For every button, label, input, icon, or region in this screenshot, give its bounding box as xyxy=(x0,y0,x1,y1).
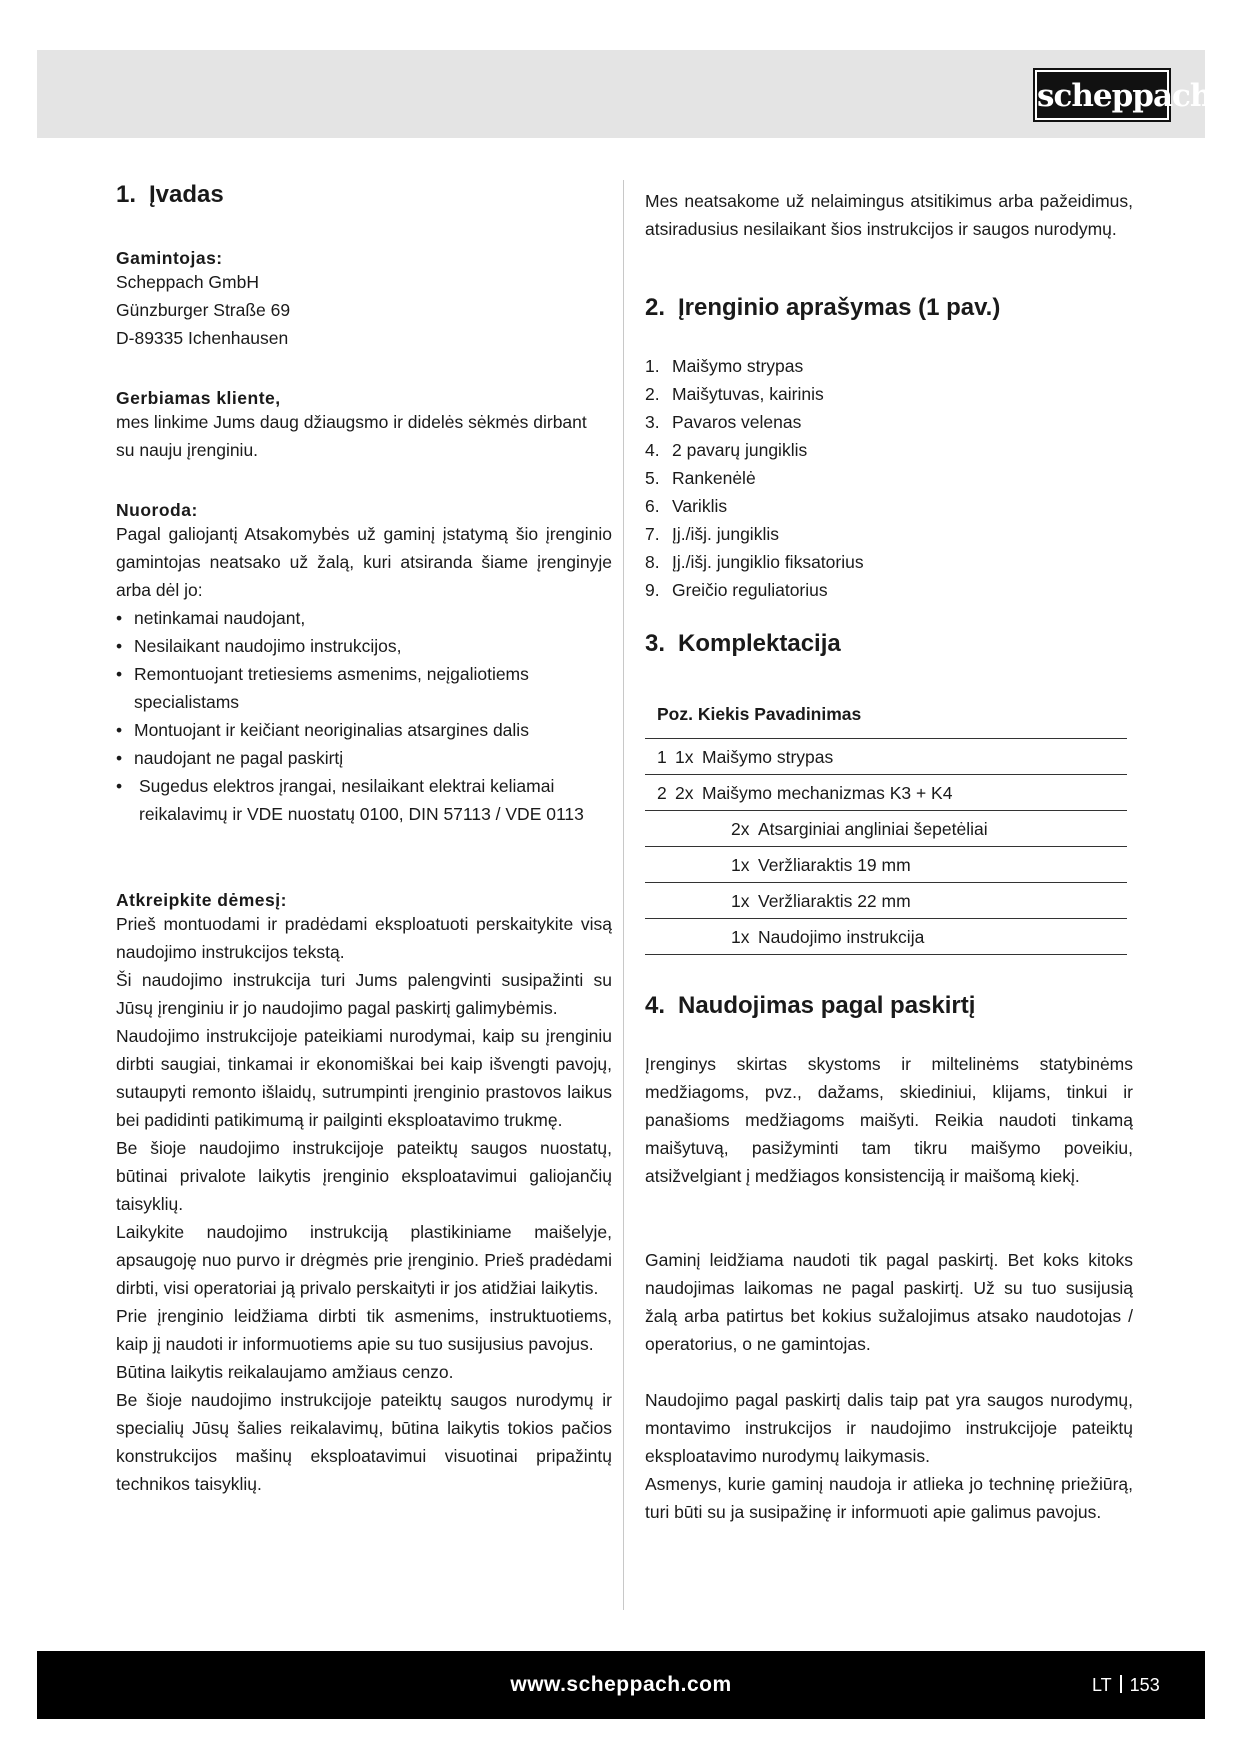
paragraph: Be šioje naudojimo instrukcijoje pateiktų saugos nuostatų, būtinai privalote laikytis įrenginio eksploatavimui galiojančių taisyklių. xyxy=(116,1138,612,1214)
paragraph: Įrenginys skirtas skystoms ir miltelinėms statybinėms medžiagoms, pvz., dažams, skiediniui, klijams, tinkui ir panašioms medžiagoms maišyti. Reikia naudoti tinkamą maišytuvą, pasižyminti tam tikru maišymo poveikiu, atsižvelgiant į medžiagos konsistenciją ir maišomą kiekį. xyxy=(645,1054,1133,1186)
list-item: 4. 2 pavarų jungiklis xyxy=(645,440,808,460)
list-item: • Montuojant ir keičiant neoriginalias atsargines dalis xyxy=(116,716,612,744)
column-divider xyxy=(623,180,624,1610)
table-row: 1x Veržliaraktis 22 mm xyxy=(645,883,1127,919)
paragraph-group xyxy=(645,1386,1133,1526)
website-url: www.scheppach.com xyxy=(510,1673,732,1696)
greeting-label: Gerbiamas kliente, xyxy=(116,388,281,408)
section-1-heading: 1. Įvadas xyxy=(116,181,224,208)
greeting-text: mes linkime Jums daug džiaugsmo ir didelės sėkmės dirbant su nauju įrenginiu. xyxy=(116,412,587,460)
list-item: 8. Įj./išj. jungiklio fiksatorius xyxy=(645,552,864,572)
table-row: 1 1x Maišymo strypas xyxy=(645,739,1127,775)
list-item: 5. Rankenėlė xyxy=(645,468,756,488)
list-item: 6. Variklis xyxy=(645,496,728,516)
table-row: 2 2x Maišymo mechanizmas K3 + K4 xyxy=(645,775,1127,811)
table-row: 1x Veržliaraktis 19 mm xyxy=(645,847,1127,883)
list-item: 3. Pavaros velenas xyxy=(645,412,802,432)
list-item: • Sugedus elektros įrangai, nesilaikant elektrai keliamai reikalavimų ir VDE nuostatų 0100, DIN 57113 / VDE 0113 xyxy=(116,772,607,828)
scheppach-logo: scheppach xyxy=(1035,70,1169,120)
list-item: • netinkamai naudojant, xyxy=(116,604,612,632)
scope-of-delivery-table xyxy=(645,694,1127,955)
section-4-heading: 4. Naudojimas pagal paskirtį xyxy=(645,992,976,1019)
table-row: 1x Naudojimo instrukcija xyxy=(645,919,1127,955)
note-bullet-list xyxy=(116,604,612,828)
header-band xyxy=(37,50,1205,138)
manufacturer-label: Gamintojas: xyxy=(116,248,223,268)
paragraph: Ši naudojimo instrukcija turi Jums palengvinti susipažinti su Jūsų įrenginiu ir jo naudojimo pagal paskirtį galimybėmis. xyxy=(116,970,612,1018)
paragraph: Naudojimo pagal paskirtį dalis taip pat yra saugos nurodymų, montavimo instrukcijos ir naudojimo instrukcijoje pateiktų eksploatavimo nurodymų laikymasis. xyxy=(645,1390,1133,1466)
list-item: 9. Greičio reguliatorius xyxy=(645,580,828,600)
note-label: Nuoroda: xyxy=(116,500,198,520)
paragraph: Prie įrenginio leidžiama dirbti tik asmenims, instruktuotiems, kaip jį naudoti ir informuotiems apie su tuo susijusius pavojus. xyxy=(116,1306,612,1354)
attention-body xyxy=(116,910,612,1498)
attention-label: Atkreipkite dėmesį: xyxy=(116,890,287,910)
liability-note: Mes neatsakome už nelaimingus atsitikimus arba pažeidimus, atsiradusius nesilaikant šios instrukcijos ir saugos nurodymų. xyxy=(645,191,1133,239)
list-item: • Remontuojant tretiesiems asmenims, neįgaliotiems specialistams xyxy=(116,660,540,716)
parts-list xyxy=(645,352,864,604)
list-item: 7. Įj./išj. jungiklis xyxy=(645,524,779,544)
paragraph: Be šioje naudojimo instrukcijoje pateiktų saugos nurodymų ir specialių Jūsų šalies reikalavimų, būtina laikytis tokios pačios konstrukcijos mašinų eksploatavimui visuotinai pripažintų technikos taisyklių. xyxy=(116,1390,612,1494)
manufacturer-line: D-89335 Ichenhausen xyxy=(116,328,289,348)
paragraph: Asmenys, kurie gaminį naudoja ir atlieka jo techninę priežiūrą, turi būti su ja susipažinę ir informuoti apie galimus pavojus. xyxy=(645,1474,1133,1522)
table-row: 2x Atsarginiai angliniai šepetėliai xyxy=(645,811,1127,847)
page-number: LT 153 xyxy=(1092,1675,1160,1695)
paragraph: Laikykite naudojimo instrukciją plastikiniame maišelyje, apsaugoję nuo purvo ir drėgmės prie įrenginio. Prieš pradėdami dirbti, visi operatoriai ją privalo perskaityti ir jos atidžiai laikytis. xyxy=(116,1222,612,1298)
manufacturer-line: Günzburger Straße 69 xyxy=(116,300,291,320)
paragraph: Naudojimo instrukcijoje pateikiami nurodymai, kaip su įrenginiu dirbti saugiai, tinkamai ir ekonomiškai bei kaip išvengti pavojų, sutaupyti remonto išlaidų, sutrumpinti įrenginio prastovos laikus bei padidinti patikimumą ir pailginti eksploatavimo trukmę. xyxy=(116,1026,612,1130)
paragraph: Gaminį leidžiama naudoti tik pagal paskirtį. Bet koks kitoks naudojimas laikomas ne pagal paskirtį. Už su tuo susijusią žalą arba patirtus bet kokius sužalojimus atsako naudotojas / operatorius, o ne gamintojas. xyxy=(645,1250,1133,1354)
table-header: Poz. Kiekis Pavadinimas xyxy=(645,694,1127,739)
manufacturer-line: Scheppach GmbH xyxy=(116,272,259,292)
section-2-heading: 2. Įrenginio aprašymas (1 pav.) xyxy=(645,294,1001,321)
list-item: • Nesilaikant naudojimo instrukcijos, xyxy=(116,632,612,660)
list-item: • naudojant ne pagal paskirtį xyxy=(116,744,612,772)
paragraph: Būtina laikytis reikalaujamo amžiaus cenzo. xyxy=(116,1362,454,1382)
paragraph: Prieš montuodami ir pradėdami eksploatuoti perskaitykite visą naudojimo instrukcijos tekstą. xyxy=(116,914,612,962)
footer-band xyxy=(37,1651,1205,1719)
list-item: 1. Maišymo strypas xyxy=(645,356,804,376)
list-item: 2. Maišytuvas, kairinis xyxy=(645,384,824,404)
note-text: Pagal galiojantį Atsakomybės už gaminį įstatymą šio įrenginio gamintojas neatsako už žalą, kuri atsiranda šiame įrenginyje arba dėl jo: xyxy=(116,524,612,600)
section-3-heading: 3. Komplektacija xyxy=(645,630,841,657)
